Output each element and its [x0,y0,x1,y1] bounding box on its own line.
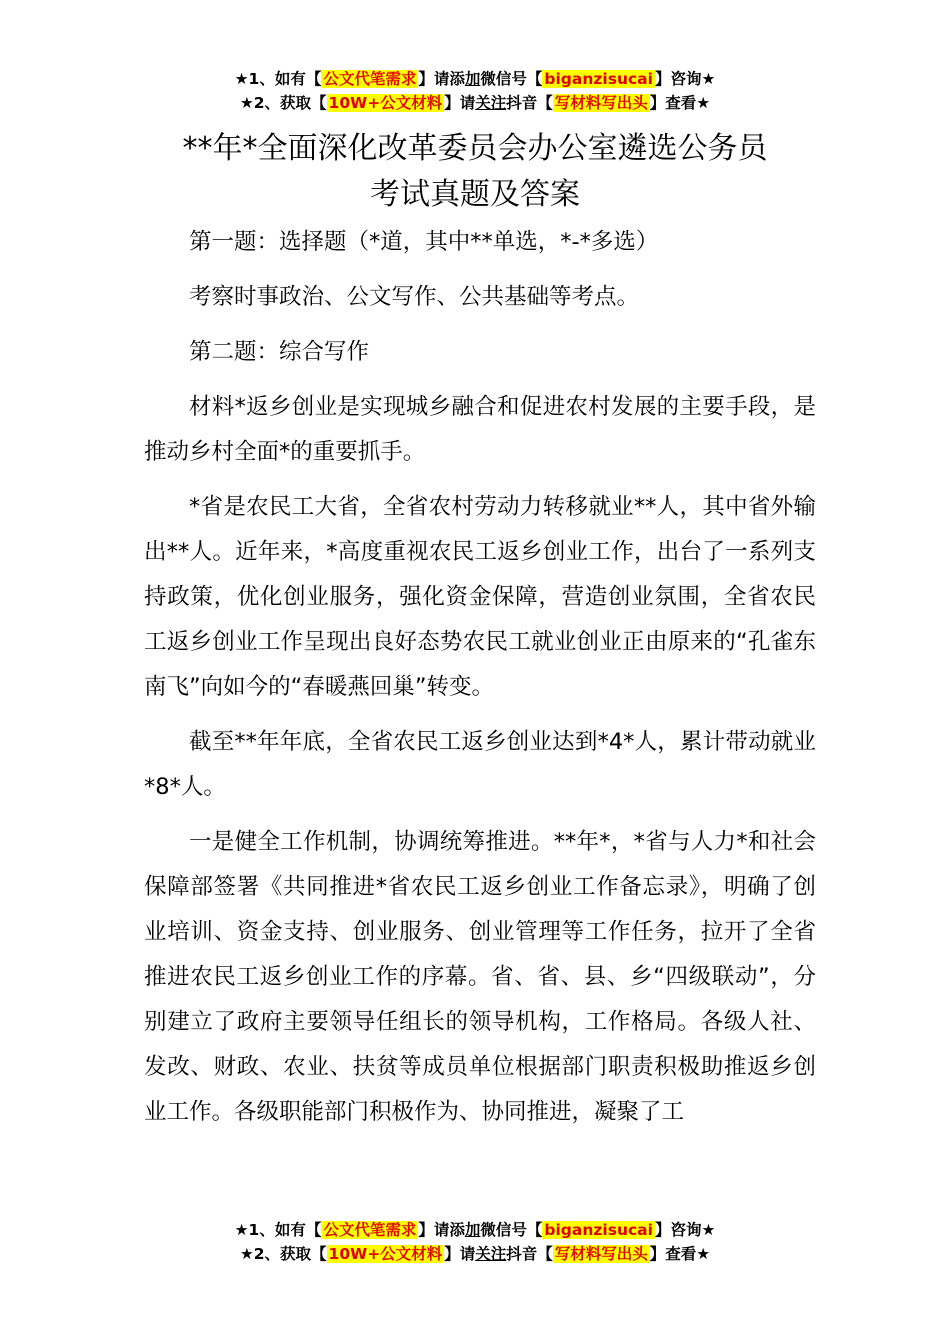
promo-highlight: 公文代笔需求 [323,1221,417,1239]
promo-underlined: 加 [464,70,481,88]
promo-text: 微信号【 [480,1221,543,1239]
promo-banner-bottom [0,1218,950,1266]
paragraph: 第二题：综合写作 [189,339,370,365]
paragraph: 考察时事政治、公文写作、公共基础等考点。 [189,284,640,310]
promo-text: ★2、获取【 [239,1245,327,1263]
document-title [120,126,830,218]
document-body [144,220,816,1145]
promo-text: ★1、如有【 [234,1221,322,1239]
promo-text: 】咨询★ [654,70,716,88]
promo-underlined: 关注 [475,1245,507,1263]
promo-line-2 [0,1242,950,1266]
promo-line-2 [0,91,950,115]
promo-text: 】请添 [418,1221,465,1239]
promo-highlight: 写材料写出头 [554,1245,648,1263]
paragraph: 截至**年年底，全省农民工返乡创业达到*4*人，累计带动就业*8*人。 [144,729,816,800]
promo-text: 】查看★ [649,94,711,112]
paragraph: 第一题：选择题（*道，其中**单选，*-*多选） [189,229,659,255]
title-line-1: **年*全面深化改革委员会办公室遴选公务员 [182,131,768,166]
promo-text: 】请添 [418,70,465,88]
promo-text: ★1、如有【 [234,70,322,88]
promo-text: 】请 [444,1245,476,1263]
promo-text: 】咨询★ [654,1221,716,1239]
promo-highlight: 写材料写出头 [554,94,648,112]
promo-highlight: 10W+公文材料 [328,94,443,112]
title-line-2: 考试真题及答案 [370,177,580,212]
promo-line-1 [0,67,950,91]
promo-text: 抖音【 [506,94,553,112]
promo-text: 】查看★ [649,1245,711,1263]
promo-text: ★2、获取【 [239,94,327,112]
promo-highlight: biganzisucai [544,70,653,88]
promo-underlined: 加 [464,1221,481,1239]
paragraph: *省是农民工大省，全省农村劳动力转移就业**人，其中省外输出**人。近年来，*高度重视农民工返乡创业工作，出台了一系列支持政策，优化创业服务，强化资金保障，营造创业氛围，全省农民工返乡创业工作呈现出良好态势农民工就业创业正由原来的“孔雀东南飞”向如今的“春暖燕回巢”转变。 [144,494,816,700]
promo-banner-top [0,67,950,115]
promo-text: 抖音【 [506,1245,553,1263]
promo-underlined: 关注 [475,94,507,112]
promo-text: 微信号【 [480,70,543,88]
promo-highlight: 10W+公文材料 [328,1245,443,1263]
promo-text: 】请 [444,94,476,112]
promo-line-1 [0,1218,950,1242]
paragraph: 一是健全工作机制，协调统筹推进。**年*，*省与人力*和社会保障部签署《共同推进*省农民工返乡创业工作备忘录》，明确了创业培训、资金支持、创业服务、创业管理等工作任务，拉开了全省推进农民工返乡创业工作的序幕。省、省、县、乡“四级联动”，分别建立了政府主要领导任组长的领导机构，工作格局。各级人社、发改、财政、农业、扶贫等成员单位根据部门职责积极助推返乡创业工作。各级职能部门积极作为、协同推进，凝聚了工 [144,829,816,1125]
paragraph: 材料*返乡创业是实现城乡融合和促进农村发展的主要手段，是推动乡村全面*的重要抓手。 [144,394,816,465]
promo-highlight: biganzisucai [544,1221,653,1239]
promo-highlight: 公文代笔需求 [323,70,417,88]
